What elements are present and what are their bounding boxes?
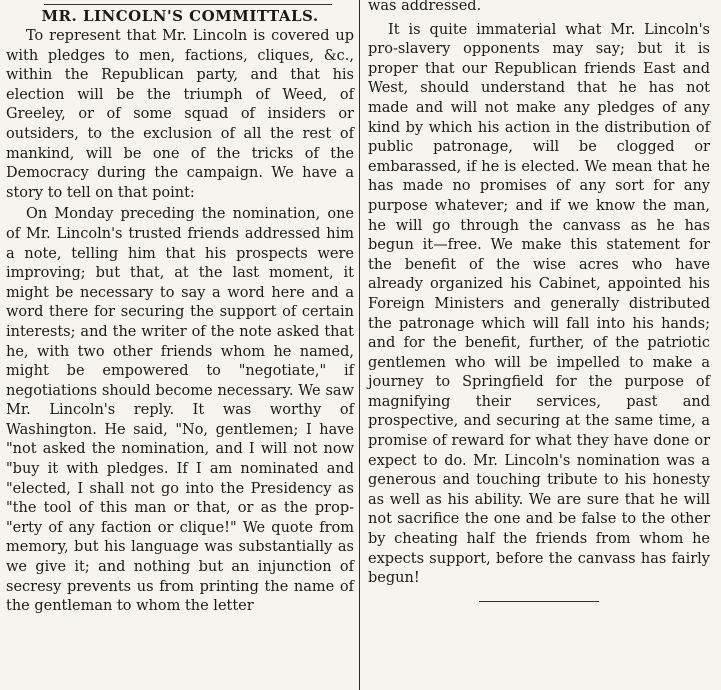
carryover-line: was addressed. — [368, 0, 482, 14]
article-paragraph-1: To represent that Mr. Lincoln is covered up with pledges to men, factions, cliques, &c., within the Republican party, and that his election will be the triumph of Weed, of Greeley, or of some squad of insiders or outsiders, to the exclusion of all the rest of mankind, will be one of the tricks of the Democracy during the campaign. We have a story to tell on that point: — [6, 28, 354, 201]
top-rule — [44, 4, 332, 5]
article-paragraph-2: On Monday preceding the nomination, one of Mr. Lincoln's trusted friends addressed him a note, telling him that his prospects were improving; but that, at the last moment, it might be necessary to say a word here and a word there for securing the support of certain interests; and the writer of the note asked that he, with two other friends whom he named, might be empowered to "negotiate," if negotiations should become necessary. We saw Mr. Lincoln's reply. It was worthy of Washington. He said, "No, gentlemen; I have "not asked the nomination, and I will not now "buy it with pledges. If I am nominated and "elected, I shall not go into the Presidency as "the tool of this man or that, or as the prop-"erty of any faction or clique!" We quote from memory, but his language was substantially as we give it; and nothing but an injunction of secresy prevents us from printing the name of the gentleman to whom the letter — [6, 206, 354, 615]
right-column — [368, 0, 710, 690]
column-divider — [359, 0, 360, 690]
left-column — [6, 0, 354, 690]
article-title: MR. LINCOLN'S COMMITTALS. — [41, 7, 319, 25]
end-rule — [479, 601, 599, 602]
article-paragraph-3: It is quite immaterial what Mr. Lincoln's pro-slavery opponents may say; but it is proper that our Republican friends East and West, should understand that he has not made and will not make any pledges of any kind by which his action in the distribution of public patronage, will be clogged or embarassed, if he is elected. We mean that he has made no promises of any sort for any purpose whatever; and if we know the man, he will go through the canvass as he has begun it—free. We make this statement for the benefit of the wise acres who have already organized his Cabinet, appointed his Foreign Ministers and generally distributed the patronage which will fall into his hands; and for the benefit, further, of the patriotic gentlemen who will be impelled to make a journey to Springfield for the purpose of magnifying their services, past and prospective, and securing at the same time, a promise of reward for what they have done or expect to do. Mr. Lincoln's nomination was a generous and touching tribute to his honesty as well as his ability. We are sure that he will not sacrifice the one and be false to the other by cheating half the friends from whom he expects support, before the canvass has fairly begun! — [368, 21, 710, 587]
